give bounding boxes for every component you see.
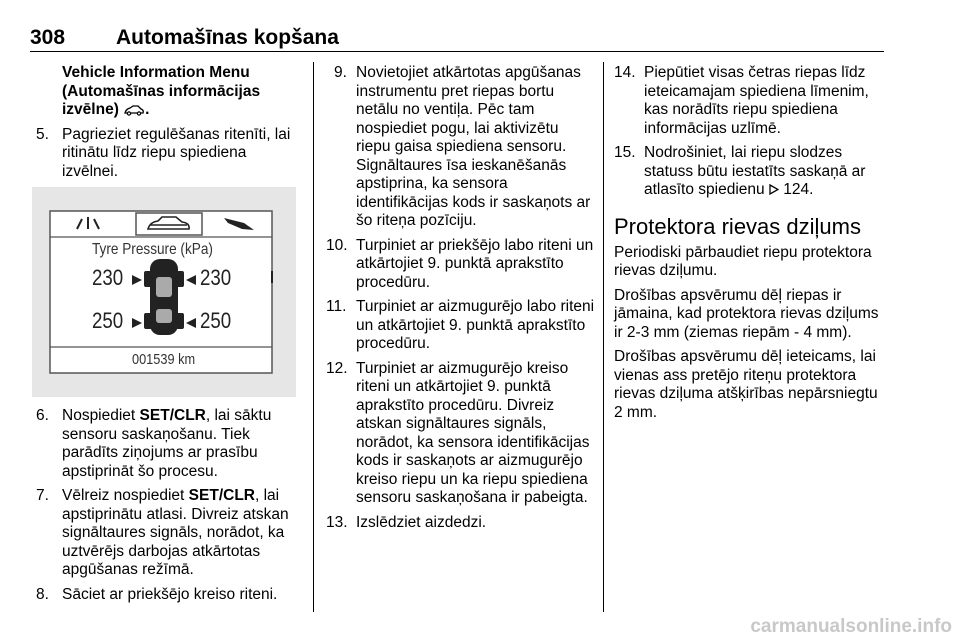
- page-title: Automašīnas kopšana: [116, 26, 339, 49]
- car-top-view-icon: [144, 259, 184, 335]
- step-5: 5. Pagrieziet regulēšanas ritenīti, lai ritinātu līdz riepu spiediena izvēlnei.: [36, 125, 291, 180]
- column-3: [614, 64, 886, 428]
- odometer: 001539 km: [132, 351, 196, 368]
- car-icon: [123, 104, 145, 116]
- step-11: 11. Turpiniet ar aizmugurējo labo riteni un atkārtojiet 9. punktā aprakstīto procedūru.: [326, 298, 595, 352]
- menu-subtitle: Vehicle Information Menu (Automašīnas informācijas izvēlne) .: [62, 64, 261, 118]
- step-10: 10. Turpiniet ar priekšējo labo riteni un atkārtojiet 9. punktā aprakstīto procedūru.: [326, 236, 594, 291]
- step-15: 15. Nodrošiniet, lai riepu slodzes statuss būtu iestatīts saskaņā ar atlasīto spiedienu 124.: [614, 144, 866, 198]
- paragraph-2: Drošības apsvērumu dēļ riepas ir jāmaina, kad protektora rievas dziļums ir 2-3 mm (ziemas riepām - 4 mm).: [614, 286, 879, 341]
- column-1: [36, 64, 300, 610]
- rear-right-pressure: 250: [200, 308, 232, 333]
- step-13: 13. Izslēdziet aizdedzi.: [326, 513, 487, 531]
- rear-left-pressure: 250: [92, 308, 124, 333]
- page-reference-icon: [769, 184, 779, 195]
- paragraph-3: Drošības apsvērumu dēļ ieteicams, lai vienas ass pretējo riteņu protektora rievas dziļuma atšķirības nepārsniegtu 2 mm.: [614, 348, 878, 421]
- column-divider-2: [603, 62, 604, 612]
- tyre-pressure-display: [32, 187, 296, 397]
- step-8: 8. Sāciet ar priekšējo kreiso riteni.: [36, 585, 278, 603]
- step-12: 12. Turpiniet ar aizmugurējo kreiso riteni un atkārtojiet 9. punktā aprakstīto procedūru. Divreiz atskan signāltaures signāls, norādot, ka sensora identifikācijas kods ir saskaņots ar aizmugurējo kreiso riepu un ka riepu spiediena sensoru saskaņošana ir pabeigta.: [326, 359, 590, 506]
- section-heading: Protektora rievas dziļums: [614, 213, 861, 239]
- page-number: 308: [30, 26, 66, 49]
- front-left-pressure: 230: [92, 265, 124, 290]
- header-rule: [30, 51, 884, 52]
- display-title: Tyre Pressure (kPa): [92, 241, 213, 258]
- paragraph-1: Periodiski pārbaudiet riepu protektora rievas dziļumu.: [614, 243, 872, 279]
- page-header: [30, 26, 339, 50]
- column-divider-1: [313, 62, 314, 612]
- column-2: [326, 64, 596, 538]
- watermark: carmanualsonline.info: [750, 616, 952, 637]
- step-9: 9. Novietojiet atkārtotas apgūšanas instrumentu pret riepas bortu netālu no ventiļa. Pēc tam nospiediet pogu, lai aktivizētu riepu gaisa spiediena sensoru. Signāltaures īsa ieskanēšanās apstiprina, ka sensora identifikācijas kods ir saskaņots ar šo riteņa pozīciju.: [334, 64, 591, 229]
- front-right-pressure: 230: [200, 265, 232, 290]
- page-reference[interactable]: 124.: [783, 181, 814, 198]
- step-14: 14. Piepūtiet visas četras riepas līdz ieteicamajam spiediena līmenim, kas norādīts riepu spiediena informācijas uzlīmē.: [614, 64, 869, 137]
- step-7: 7. Vēlreiz nospiediet SET/CLR, lai apstiprinātu atlasi. Divreiz atskan signāltaures signāls, norādot, ka uztvērējs darbojas atkārtotas apgūšanas režīmā.: [36, 487, 289, 578]
- step-6: 6. Nospiediet SET/CLR, lai sāktu sensoru saskaņošanu. Tiek parādīts ziņojums ar prasību apstiprināt šo procesu.: [36, 407, 272, 480]
